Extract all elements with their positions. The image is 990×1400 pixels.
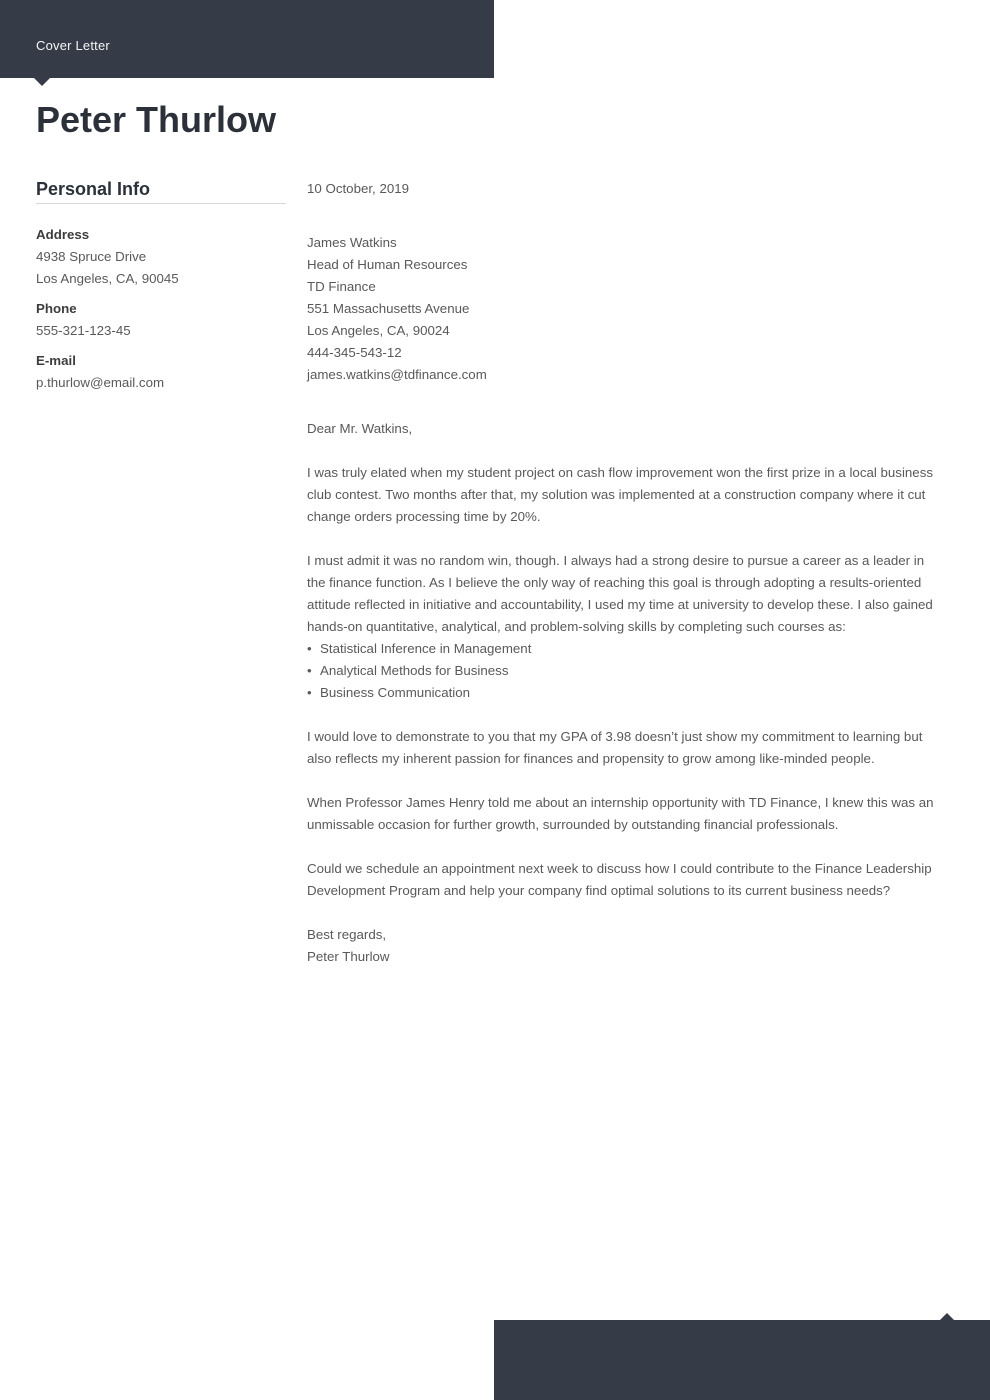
content-area (36, 178, 945, 968)
recipient-email: james.watkins@tdfinance.com (307, 367, 487, 382)
recipient-title: Head of Human Resources (307, 257, 468, 272)
recipient-company: TD Finance (307, 279, 376, 294)
email-value: p.thurlow@email.com (36, 375, 165, 390)
recipient-phone: 444-345-543-12 (307, 345, 402, 360)
closing: Best regards, (307, 927, 387, 942)
doc-type-label: Cover Letter (36, 38, 110, 53)
personal-info-heading: Personal Info (36, 178, 286, 204)
address-group (36, 224, 286, 290)
recipient-city: Los Angeles, CA, 90024 (307, 323, 450, 338)
footer-bar (494, 1320, 990, 1400)
course-list-item: • Analytical Methods for Business (307, 660, 945, 682)
address-line: 4938 Spruce Drive (36, 249, 147, 264)
address-label: Address (36, 227, 90, 242)
paragraph: Could we schedule an appointment next week to discuss how I could contribute to the Finance Leadership Development Program and help your company find optimal solutions to its current business needs? (307, 861, 932, 898)
phone-label: Phone (36, 301, 77, 316)
page-title: Peter Thurlow (36, 99, 277, 140)
letter-body (307, 178, 945, 968)
signature: Peter Thurlow (307, 949, 390, 964)
letter-date: 10 October, 2019 (307, 181, 410, 196)
paragraph: I must admit it was no random win, though. I always had a strong desire to pursue a career as a leader in the finance function. As I believe the only way of reaching this goal is through adopting a results-oriented attitude reflected in initiative and accountability, I used my time at university to develop these. I also gained hands-on quantitative, analytical, and problem-solving skills by completing such courses as: (307, 553, 933, 634)
paragraph: I was truly elated when my student project on cash flow improvement won the first prize in a local business club contest. Two months after that, my solution was implemented at a construction company where it cut change orders processing time by 20%. (307, 465, 933, 524)
phone-group (36, 298, 286, 342)
phone-value: 555-321-123-45 (36, 323, 131, 338)
salutation: Dear Mr. Watkins, (307, 421, 413, 436)
recipient-name: James Watkins (307, 235, 397, 250)
email-group (36, 350, 286, 394)
course-list-item: • Statistical Inference in Management (307, 638, 945, 660)
paragraph: I would love to demonstrate to you that my GPA of 3.98 doesn’t just show my commitment to learning but also reflects my inherent passion for finances and propensity to grow among like-minded people. (307, 729, 923, 766)
recipient-block (307, 232, 945, 386)
email-label: E-mail (36, 353, 76, 368)
recipient-street: 551 Massachusetts Avenue (307, 301, 470, 316)
header-band (0, 0, 494, 78)
paragraph: When Professor James Henry told me about an internship opportunity with TD Finance, I knew this was an unmissable occasion for further growth, surrounded by outstanding financial professionals. (307, 795, 934, 832)
personal-info-section (36, 178, 286, 394)
course-list (307, 638, 945, 704)
pointer-down-icon (34, 78, 50, 86)
pointer-up-icon (940, 1313, 954, 1320)
course-list-item: • Business Communication (307, 682, 945, 704)
address-line: Los Angeles, CA, 90045 (36, 271, 179, 286)
